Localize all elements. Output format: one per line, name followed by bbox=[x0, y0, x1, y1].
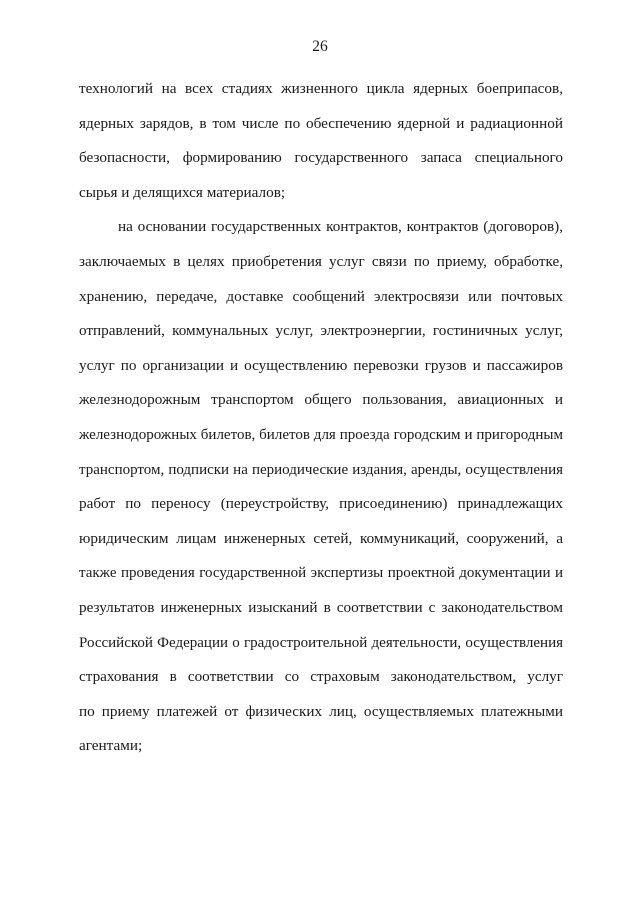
paragraph-contracts bbox=[79, 210, 563, 764]
text-line: результатов инженерных изысканий в соответствии с законодательством bbox=[79, 598, 563, 616]
page-number: 26 bbox=[312, 38, 328, 55]
text-line: безопасности, формированию государственного запаса специального bbox=[79, 149, 563, 167]
text-line: ядерных зарядов, в том числе по обеспечению ядерной и радиационной bbox=[79, 114, 563, 132]
document-body bbox=[79, 72, 563, 764]
text-line: хранению, передаче, доставке сообщений электросвязи или почтовых bbox=[79, 287, 563, 305]
text-line: транспортом, подписки на периодические издания, аренды, осуществления bbox=[79, 461, 563, 478]
text-line: работ по переносу (переустройству, присоединению) принадлежащих bbox=[79, 495, 563, 513]
text-line: по приему платежей от физических лиц, осуществляемых платежными bbox=[79, 702, 563, 720]
text-line: услуг по организации и осуществлению перевозки грузов и пассажиров bbox=[79, 356, 563, 374]
text-line: заключаемых в целях приобретения услуг связи по приему, обработке, bbox=[79, 252, 563, 270]
text-line: отправлений, коммунальных услуг, электроэнергии, гостиничных услуг, bbox=[79, 322, 563, 340]
text-line: страхования в соответствии со страховым законодательством, услуг bbox=[79, 668, 563, 686]
text-line: технологий на всех стадиях жизненного цикла ядерных боеприпасов, bbox=[79, 80, 563, 97]
text-line: юридическим лицам инженерных сетей, коммуникаций, сооружений, а bbox=[79, 529, 563, 547]
text-line: железнодорожным транспортом общего пользования, авиационных и bbox=[79, 391, 563, 409]
text-line: сырья и делящихся материалов; bbox=[79, 183, 286, 201]
text-line: также проведения государственной экспертизы проектной документации и bbox=[79, 565, 563, 582]
text-line: агентами; bbox=[79, 737, 143, 755]
text-line: Российской Федерации о градостроительной деятельности, осуществления bbox=[79, 634, 563, 651]
paragraph-continuation bbox=[79, 72, 563, 210]
text-line: железнодорожных билетов, билетов для проезда городским и пригородным bbox=[79, 426, 563, 443]
text-line: на основании государственных контрактов, контрактов (договоров), bbox=[118, 218, 563, 236]
